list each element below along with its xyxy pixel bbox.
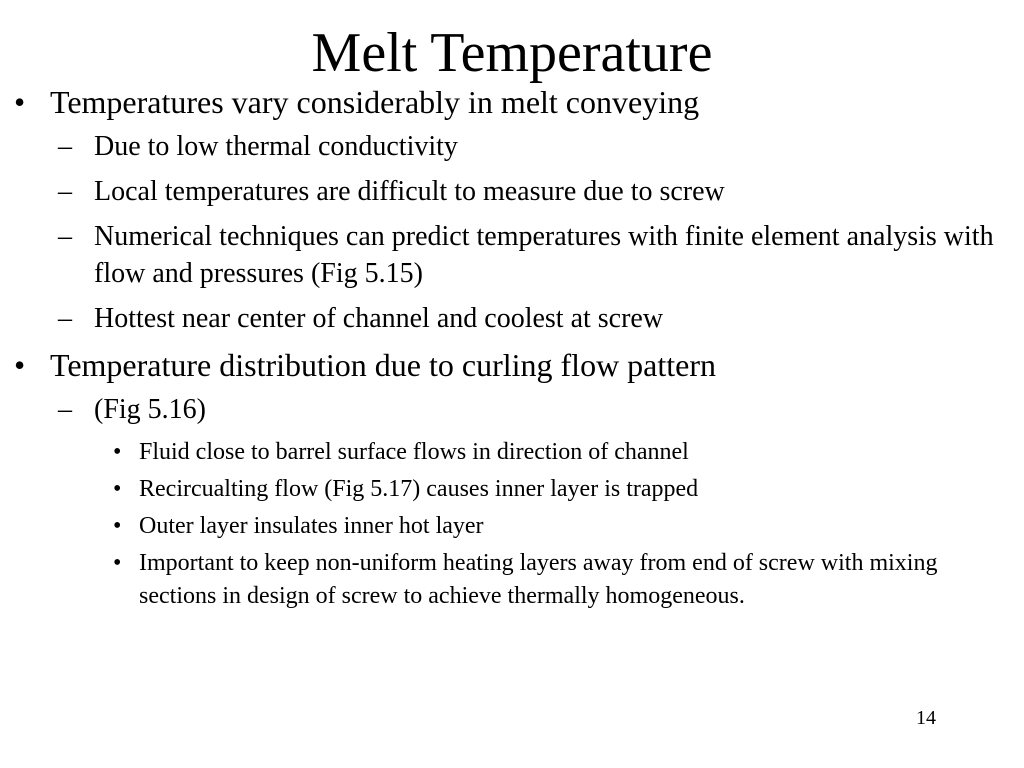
page-number: 14 <box>916 707 936 729</box>
bullet-marker: • <box>14 84 26 120</box>
bullet-marker: • <box>113 550 122 576</box>
sub-sub-bullet-text: Important to keep non-uniform heating layers away from end of screw with mixing sections in design of screw to achieve thermally homogeneous. <box>139 550 938 609</box>
sub-bullet-text: Due to low thermal conductivity <box>94 131 458 162</box>
sub-sub-bullet-text: Outer layer insulates inner hot layer <box>139 513 484 539</box>
bullet-item <box>0 82 1024 122</box>
slide-title: Melt Temperature <box>311 22 713 84</box>
dash-marker: – <box>58 176 72 207</box>
bullet-marker: • <box>113 513 122 539</box>
sub-bullet-item <box>0 128 1024 165</box>
sub-bullet-item <box>0 173 1024 210</box>
bullet-text: Temperature distribution due to curling flow pattern <box>50 347 717 383</box>
sub-sub-bullet-text: Recircualting flow (Fig 5.17) causes inner layer is trapped <box>139 476 699 502</box>
bullet-item <box>0 345 1024 385</box>
sub-bullet-text: (Fig 5.16) <box>94 394 206 425</box>
sub-bullet-text: Hottest near center of channel and coolest at screw <box>94 303 664 334</box>
dash-marker: – <box>58 221 72 252</box>
sub-sub-bullet-item <box>0 510 1024 543</box>
sub-bullet-text: Local temperatures are difficult to measure due to screw <box>94 176 725 207</box>
bullet-marker: • <box>113 439 122 465</box>
sub-bullet-text: Numerical techniques can predict temperatures with finite element analysis with flow and pressures (Fig 5.15) <box>94 221 994 289</box>
sub-bullet-item <box>0 300 1024 337</box>
dash-marker: – <box>58 303 72 334</box>
sub-sub-bullet-text: Fluid close to barrel surface flows in direction of channel <box>139 439 689 465</box>
bullet-marker: • <box>113 476 122 502</box>
sub-bullet-item <box>0 391 1024 428</box>
sub-sub-bullet-item <box>0 547 1024 613</box>
sub-bullet-item <box>0 218 1024 292</box>
dash-marker: – <box>58 131 72 162</box>
bullet-text: Temperatures vary considerably in melt conveying <box>50 84 700 120</box>
dash-marker: – <box>58 394 72 425</box>
sub-sub-bullet-item <box>0 436 1024 469</box>
bullet-marker: • <box>14 347 26 383</box>
sub-sub-bullet-item <box>0 473 1024 506</box>
slide-content <box>0 82 1024 617</box>
